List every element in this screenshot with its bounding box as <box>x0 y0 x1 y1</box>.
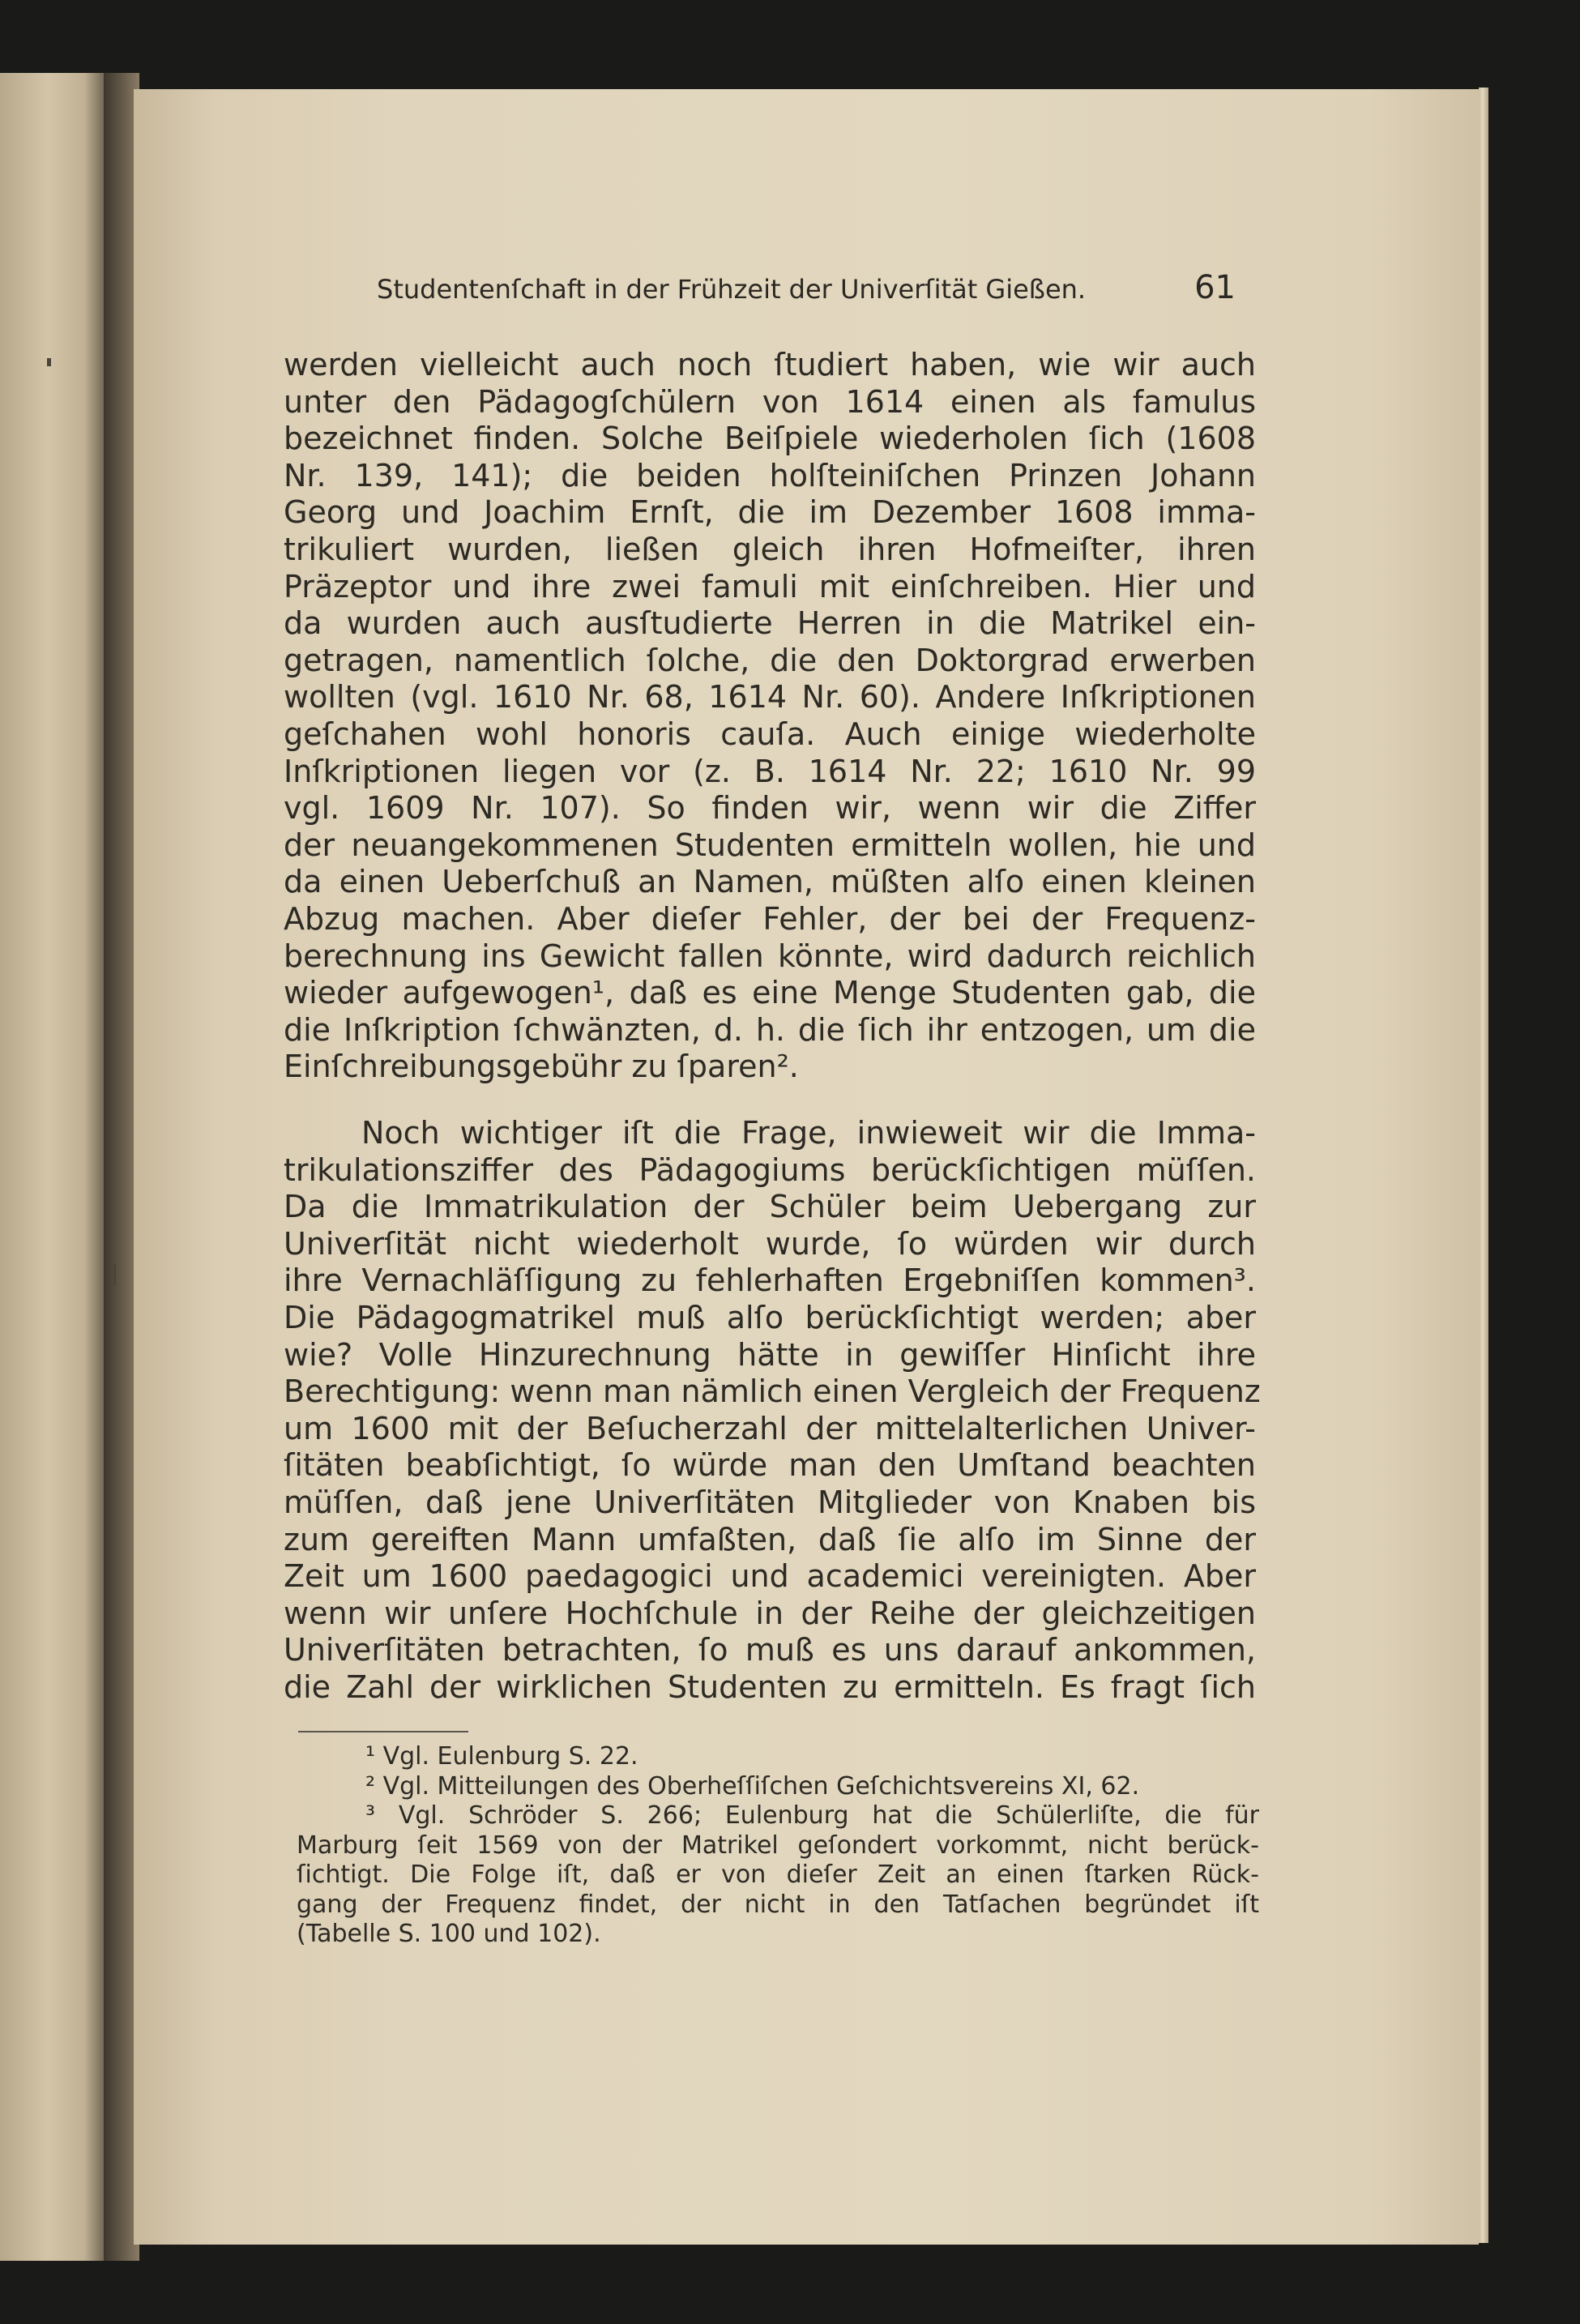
text-line: getragen, namentlich ſolche, die den Doktorgrad erwerben <box>284 642 1256 678</box>
text-line: der neuangekommenen Studenten ermitteln wollen, hie und <box>284 827 1256 863</box>
page-fore-edge <box>1479 88 1488 2243</box>
text-line: Univerſität nicht wiederholt wurde, ſo würden wir durch <box>284 1225 1256 1262</box>
text-line: die Zahl der wirklichen Studenten zu ermitteln. Es fragt ſich <box>284 1668 1256 1705</box>
margin-speck <box>113 1264 116 1285</box>
text-line: wollten (vgl. 1610 Nr. 68, 1614 Nr. 60). Andere Inſkriptionen <box>284 679 1256 716</box>
text-line: bezeichnet finden. Solche Beiſpiele wiederholen ſich (1608 <box>284 421 1256 457</box>
text-line: Univerſitäten betrachten, ſo muß es uns darauf ankommen, <box>284 1632 1256 1668</box>
text-line: trikuliert wurden, ließen gleich ihren Hofmeiſter, ihren <box>284 531 1256 567</box>
text-line: Noch wichtiger iſt die Frage, inwieweit wir die Imma- <box>361 1115 1256 1151</box>
facing-page-edge <box>0 73 105 2261</box>
text-line: berechnung ins Gewicht fallen könnte, wird dadurch reichlich <box>284 938 1256 974</box>
text-line: Einſchreibungsgebühr zu ſparen². <box>284 1049 799 1085</box>
text-line: Abzug machen. Aber dieſer Fehler, der bei der Frequenz- <box>284 900 1256 937</box>
text-line: wenn wir unſere Hochſchule in der Reihe der gleichzeitigen <box>284 1595 1256 1631</box>
text-line: trikulationsziffer des Pädagogiums berückſichtigen müſſen. <box>284 1151 1256 1188</box>
text-line: werden vielleicht auch noch ſtudiert haben, wie wir auch <box>284 347 1256 382</box>
footnote-3-cont: gang der Frequenz findet, der nicht in den Tatſachen begründet iſt <box>297 1890 1259 1919</box>
footnotes <box>297 1742 1259 1950</box>
text-line: Inſkriptionen liegen vor (z. B. 1614 Nr. 22; 1610 Nr. 99 <box>284 753 1256 789</box>
text-line: Da die Immatrikulation der Schüler beim Uebergang zur <box>284 1189 1256 1225</box>
footnote-3: ³ Vgl. Schröder S. 266; Eulenburg hat die Schülerliſte, die für <box>365 1801 1259 1830</box>
paragraph-2 <box>284 1115 1261 1707</box>
footnote-1: ¹ Vgl. Eulenburg S. 22. <box>365 1742 638 1771</box>
text-line: unter den Pädagogſchülern von 1614 einen als famulus <box>284 383 1256 420</box>
text-line: Berechtigung: wenn man nämlich einen Vergleich der Frequenz <box>284 1373 1261 1410</box>
text-line: vgl. 1609 Nr. 107). So finden wir, wenn wir die Ziffer <box>284 790 1256 827</box>
text-line: da wurden auch ausſtudierte Herren in die Matrikel ein- <box>284 605 1256 642</box>
text-line: Nr. 139, 141); die beiden holſteiniſchen Prinzen Johann <box>284 457 1256 493</box>
text-line: müſſen, daß jene Univerſitäten Mitglieder von Knaben bis <box>284 1484 1256 1520</box>
running-head-title: Studentenſchaft in der Frühzeit der Univerſität Gießen. <box>377 274 1087 305</box>
text-line: ſitäten beabſichtigt, ſo würde man den Umſtand beachten <box>284 1447 1256 1484</box>
text-line: Georg und Joachim Ernſt, die im Dezember 1608 imma- <box>284 494 1256 531</box>
text-line: Zeit um 1600 paedagogici und academici vereinigten. Aber <box>284 1558 1256 1595</box>
paragraph-1 <box>284 347 1256 1086</box>
footnote-3-cont: Marburg ſeit 1569 von der Matrikel geſondert vorkommt, nicht berück- <box>297 1831 1259 1860</box>
text-line: Die Pädagogmatrikel muß alſo berückſichtigt werden; aber <box>284 1299 1256 1335</box>
footnote-3-cont: ſichtigt. Die Folge iſt, daß er von dieſer Zeit an einen ſtarken Rück- <box>297 1860 1259 1889</box>
text-line: ihre Vernachläſſigung zu fehlerhaften Ergebniſſen kommen³. <box>284 1262 1256 1299</box>
margin-speck <box>47 358 51 366</box>
running-head <box>377 269 1236 314</box>
text-line: Präzeptor und ihre zwei famuli mit einſchreiben. Hier und <box>284 568 1256 604</box>
text-line: geſchahen wohl honoris cauſa. Auch einige wiederholte <box>284 716 1256 752</box>
text-line: wie? Volle Hinzurechnung hätte in gewiſſer Hinſicht ihre <box>284 1336 1256 1373</box>
footnote-3-cont: (Tabelle S. 100 und 102). <box>297 1920 601 1948</box>
text-line: die Inſkription ſchwänzten, d. h. die ſich ihr entzogen, um die <box>284 1011 1256 1048</box>
text-line: wieder aufgewogen¹, daß es eine Menge Studenten gab, die <box>284 975 1256 1011</box>
footnote-2: ² Vgl. Mitteilungen des Oberheſſiſchen Geſchichtsvereins XI, 62. <box>365 1771 1140 1801</box>
footnote-separator <box>298 1731 468 1732</box>
page-number: 61 <box>1194 269 1236 306</box>
text-line: um 1600 mit der Beſucherzahl der mittelalterlichen Univer- <box>284 1410 1256 1446</box>
text-line: da einen Ueberſchuß an Namen, müßten alſo einen kleinen <box>284 864 1256 900</box>
text-line: zum gereiften Mann umfaßten, daß ſie alſo im Sinne der <box>284 1521 1256 1557</box>
